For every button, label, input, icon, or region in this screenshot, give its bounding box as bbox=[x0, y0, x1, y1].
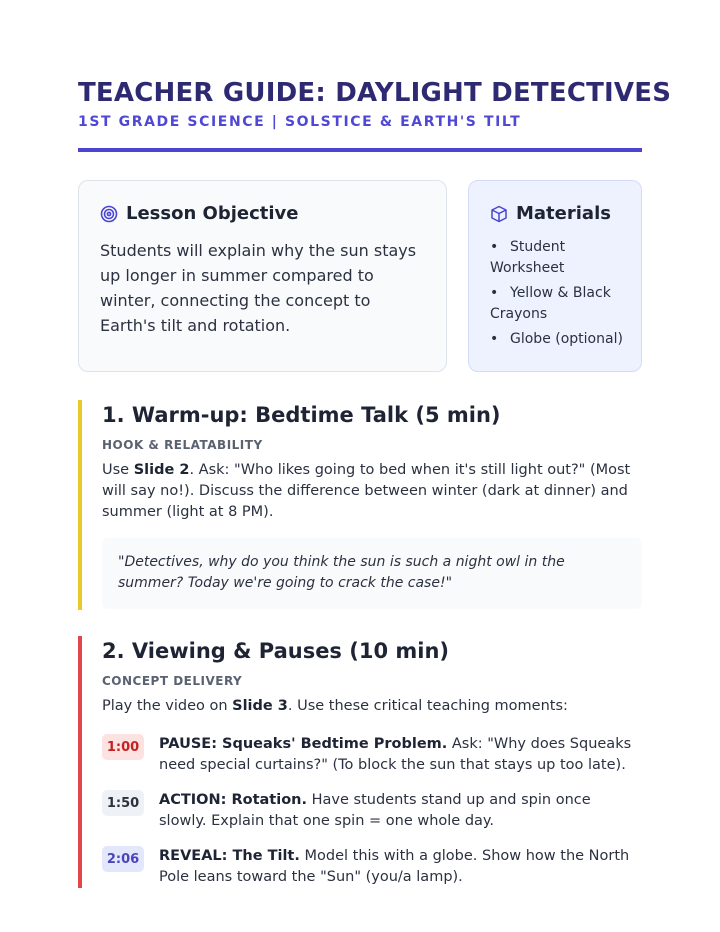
section-title: 1. Warm-up: Bedtime Talk (5 min) bbox=[102, 403, 501, 427]
list-item: • Yellow & Black Crayons bbox=[490, 285, 611, 322]
page-subtitle: 1ST GRADE SCIENCE | SOLSTICE & EARTH'S TILT bbox=[78, 114, 522, 130]
section-accent-bar bbox=[78, 400, 82, 610]
lesson-objective-card bbox=[78, 180, 447, 372]
moment-text: ACTION: Rotation. Have students stand up and spin once slowly. Explain that one spin = one whole day. bbox=[159, 792, 591, 829]
materials-list bbox=[490, 237, 630, 354]
materials-heading bbox=[490, 203, 611, 224]
target-icon bbox=[100, 205, 118, 223]
page-title: TEACHER GUIDE: DAYLIGHT DETECTIVES bbox=[78, 78, 672, 108]
list-item: • Student Worksheet bbox=[490, 239, 566, 276]
lesson-objective-title: Lesson Objective bbox=[126, 203, 299, 224]
timestamp-badge: 1:50 bbox=[102, 790, 144, 816]
viewing-section bbox=[78, 636, 642, 888]
list-item: • Globe (optional) bbox=[490, 331, 623, 347]
warm-up-section bbox=[78, 400, 642, 610]
section-text: Play the video on Slide 3. Use these critical teaching moments: bbox=[102, 698, 568, 714]
section-title: 2. Viewing & Pauses (10 min) bbox=[102, 639, 450, 663]
moment-text: REVEAL: The Tilt. Model this with a globe. Show how the North Pole leans toward the "Sun" (you/a lamp). bbox=[159, 848, 630, 885]
lesson-objective-heading bbox=[100, 203, 299, 224]
section-accent-bar bbox=[78, 636, 82, 888]
timestamp-badge: 1:00 bbox=[102, 734, 144, 760]
timestamp-badge: 2:06 bbox=[102, 846, 144, 872]
lesson-objective-text: Students will explain why the sun stays up longer in summer compared to winter, connecting the concept to Earth's tilt and rotation. bbox=[100, 241, 417, 335]
materials-card bbox=[468, 180, 642, 372]
section-text: Use Slide 2. Ask: "Who likes going to bed when it's still light out?" (Most will say no!). Discuss the difference between winter (dark at dinner) and summer (light at 8 PM). bbox=[102, 462, 631, 520]
header-divider bbox=[78, 148, 642, 152]
moment-text: PAUSE: Squeaks' Bedtime Problem. Ask: "Why does Squeaks need special curtains?" (To block the sun that stays up too late). bbox=[159, 736, 632, 773]
teacher-quote: "Detectives, why do you think the sun is such a night owl in the summer? Today we're going to crack the case!" bbox=[102, 538, 642, 609]
box-icon bbox=[490, 205, 508, 223]
section-label: HOOK & RELATABILITY bbox=[102, 438, 263, 452]
section-label: CONCEPT DELIVERY bbox=[102, 674, 243, 688]
materials-title: Materials bbox=[516, 203, 611, 224]
